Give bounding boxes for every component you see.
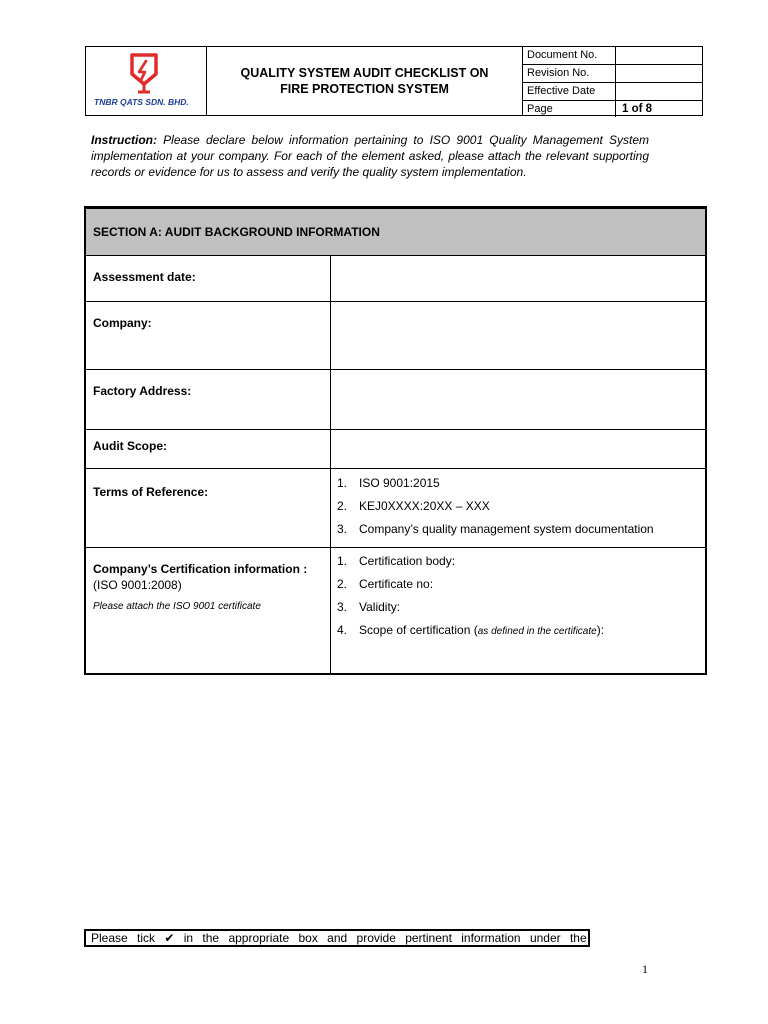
document-title-text: QUALITY SYSTEM AUDIT CHECKLIST ON FIRE PROTECTION SYSTEM — [240, 66, 489, 96]
list-item: 3. Validity: — [337, 596, 705, 619]
assessment-date-field[interactable] — [331, 256, 705, 301]
row-factory-address — [86, 370, 705, 430]
list-item: 4. Scope of certification (as defined in the certificate): — [337, 619, 705, 643]
factory-address-field[interactable] — [331, 370, 705, 429]
certification-label-cell — [86, 548, 331, 674]
audit-scope-label: Audit Scope: — [86, 430, 331, 468]
meta-label: Page — [523, 101, 616, 117]
list-item: 3. Company’s quality management system documentation — [337, 518, 705, 541]
lightning-shield-icon — [124, 52, 164, 96]
list-item-text: Company’s quality management system documentation — [359, 522, 654, 536]
certification-label: Company’s Certification information : — [93, 562, 308, 576]
company-label: Company: — [86, 302, 331, 369]
list-item: 2. Certificate no: — [337, 573, 705, 596]
scope-suffix: ): — [596, 623, 605, 637]
logo-company-name: TNBR QATS SDN. BHD. — [94, 97, 189, 107]
scope-note: as defined in the certificate — [477, 626, 597, 637]
section-a-table — [84, 206, 707, 675]
section-a-title: SECTION A: AUDIT BACKGROUND INFORMATION — [86, 209, 705, 256]
assessment-date-label: Assessment date: — [86, 256, 331, 301]
list-item-text — [359, 619, 604, 643]
terms-of-reference-list-wrap — [331, 469, 705, 547]
row-audit-scope — [86, 430, 705, 469]
meta-value: 1 of 8 — [622, 103, 653, 115]
company-field[interactable] — [331, 302, 705, 369]
tick-instruction-box: Please tick ✔ in the appropriate box and provide pertinent information under the — [84, 929, 590, 947]
meta-label: Revision No. — [523, 65, 616, 82]
list-item-text: ISO 9001:2015 — [359, 476, 440, 490]
meta-row-page — [523, 101, 702, 117]
meta-value — [616, 47, 702, 64]
certification-list-wrap — [331, 548, 705, 674]
document-meta-table — [523, 47, 702, 117]
instruction-paragraph — [91, 132, 649, 180]
list-item-text: KEJ0XXXX:20XX – XXX — [359, 499, 490, 513]
scope-prefix: Scope of certification ( — [359, 623, 478, 637]
terms-of-reference-label: Terms of Reference: — [86, 469, 331, 547]
meta-value — [616, 83, 702, 100]
meta-row-document-no — [523, 47, 702, 65]
row-certification-information — [86, 548, 705, 674]
factory-address-label: Factory Address: — [86, 370, 331, 429]
row-terms-of-reference — [86, 469, 705, 548]
list-item: 1. Certification body: — [337, 550, 705, 573]
meta-value — [616, 65, 702, 82]
list-item: 2. KEJ0XXXX:20XX – XXX — [337, 495, 705, 518]
audit-scope-field[interactable] — [331, 430, 705, 468]
certification-list — [337, 550, 705, 643]
row-company — [86, 302, 705, 370]
meta-label: Effective Date — [523, 83, 616, 100]
instruction-text: Please declare below information pertaining to ISO 9001 Quality Management System implementation at your company. For each of the element asked, please attach the relevant supporting records or evidence for us to assess and verify the quality system implementation. — [91, 133, 649, 179]
list-item: 1. ISO 9001:2015 — [337, 472, 705, 495]
list-item-text: Certification body: — [359, 554, 456, 568]
document-title — [207, 47, 523, 115]
company-logo — [86, 47, 207, 115]
meta-row-revision-no — [523, 65, 702, 83]
page-number: 1 — [642, 962, 648, 976]
certification-standard: (ISO 9001:2008) — [93, 578, 182, 592]
meta-label: Document No. — [523, 47, 616, 64]
document-header — [85, 46, 703, 116]
meta-row-effective-date — [523, 83, 702, 101]
list-item-text: Certificate no: — [359, 577, 434, 591]
terms-of-reference-list — [337, 472, 705, 541]
list-item-text: Validity: — [359, 600, 401, 614]
instruction-label: Instruction: — [91, 133, 157, 147]
attach-certificate-note: Please attach the ISO 9001 certificate — [93, 601, 261, 612]
row-assessment-date — [86, 256, 705, 302]
